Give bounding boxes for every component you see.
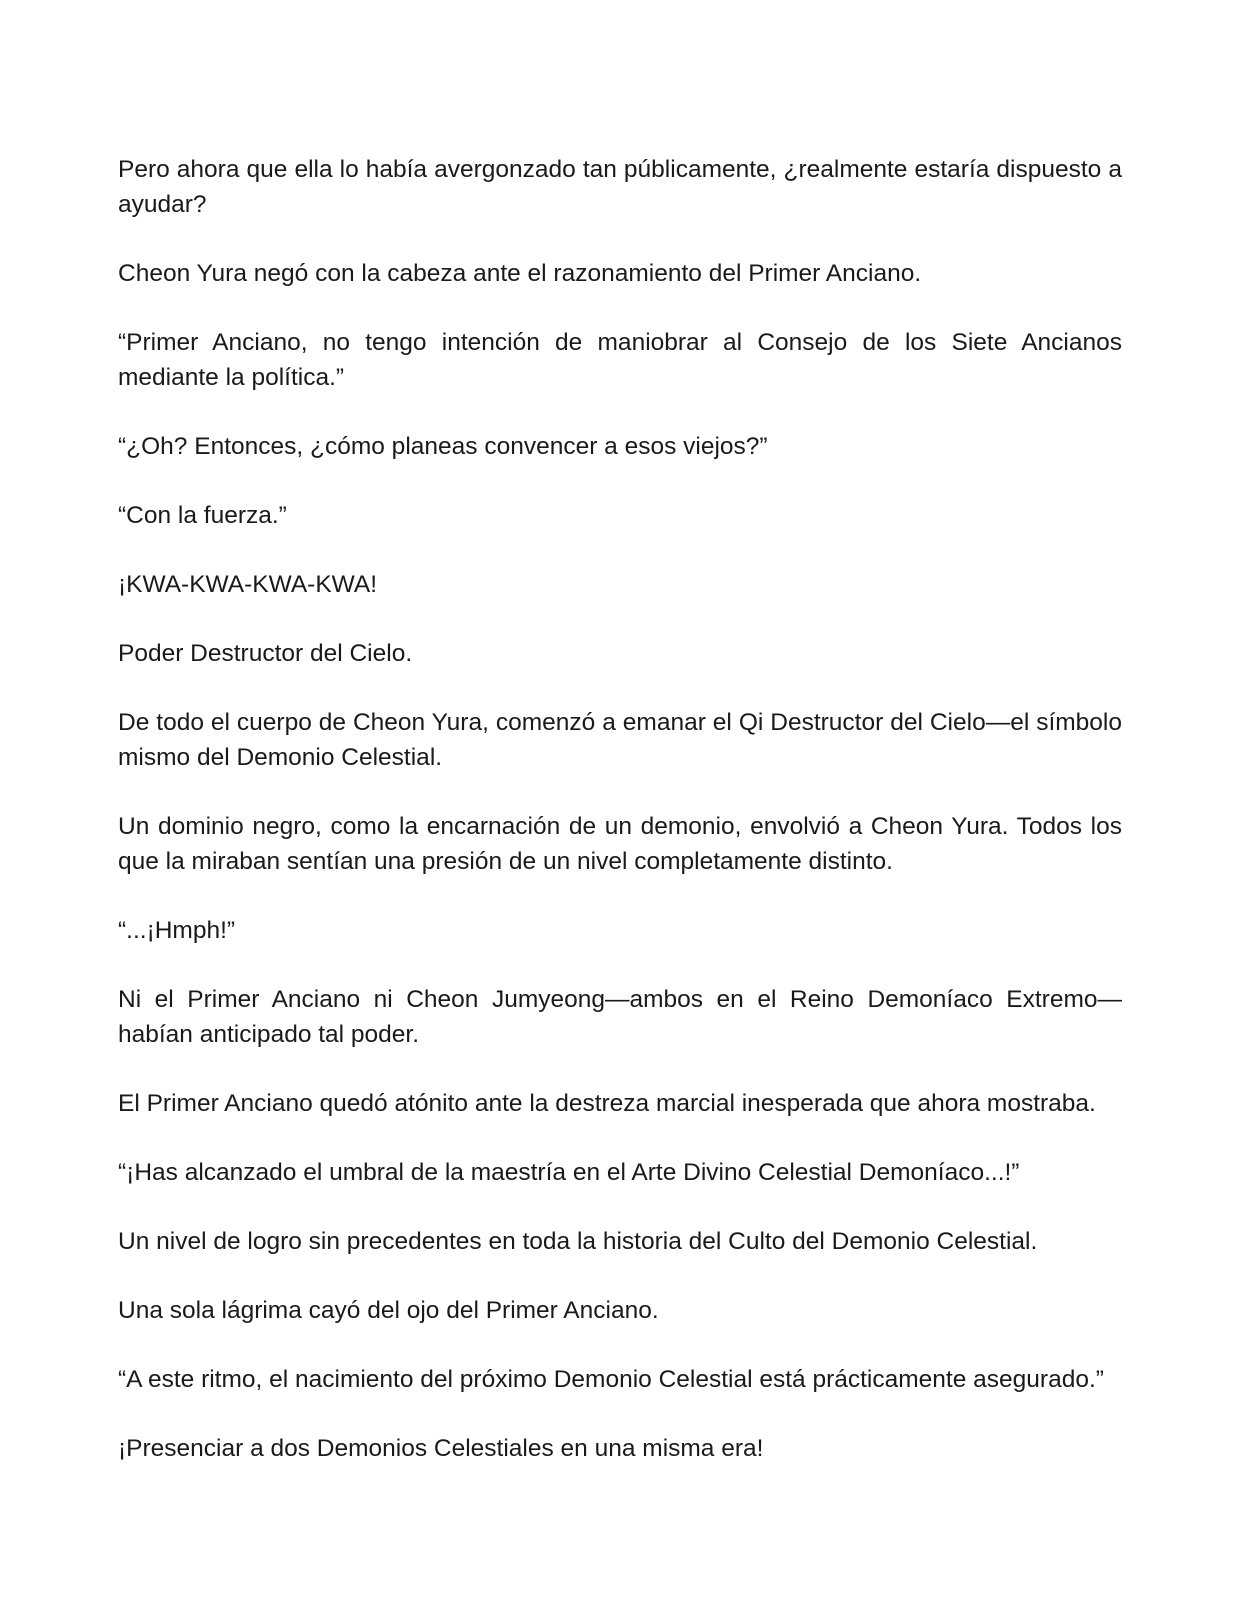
paragraph: Cheon Yura negó con la cabeza ante el razonamiento del Primer Anciano. — [118, 260, 922, 287]
paragraph: ¡KWA-KWA-KWA-KWA! — [118, 571, 378, 598]
paragraph: “¡Has alcanzado el umbral de la maestría en el Arte Divino Celestial Demoníaco...!” — [118, 1159, 1020, 1186]
paragraph: “Primer Anciano, no tengo intención de maniobrar al Consejo de los Siete Ancianos mediante la política.” — [118, 329, 1122, 391]
paragraph: “Con la fuerza.” — [118, 502, 287, 529]
paragraph: “...¡Hmph!” — [118, 917, 236, 944]
paragraph: ¡Presenciar a dos Demonios Celestiales en una misma era! — [118, 1435, 764, 1462]
paragraph: Un nivel de logro sin precedentes en toda la historia del Culto del Demonio Celestial. — [118, 1228, 1038, 1255]
document-body — [118, 152, 1122, 1466]
paragraph: “A este ritmo, el nacimiento del próximo Demonio Celestial está prácticamente asegurado.” — [118, 1366, 1104, 1393]
paragraph: Una sola lágrima cayó del ojo del Primer Anciano. — [118, 1297, 659, 1324]
paragraph: El Primer Anciano quedó atónito ante la destreza marcial inesperada que ahora mostraba. — [118, 1090, 1096, 1117]
paragraph: Pero ahora que ella lo había avergonzado tan públicamente, ¿realmente estaría dispuesto a ayudar? — [118, 156, 1122, 218]
paragraph: Un dominio negro, como la encarnación de un demonio, envolvió a Cheon Yura. Todos los que la miraban sentían una presión de un nivel completamente distinto. — [118, 813, 1122, 875]
paragraph: Poder Destructor del Cielo. — [118, 640, 413, 667]
paragraph: Ni el Primer Anciano ni Cheon Jumyeong—ambos en el Reino Demoníaco Extremo—habían anticipado tal poder. — [118, 986, 1122, 1048]
paragraph: De todo el cuerpo de Cheon Yura, comenzó a emanar el Qi Destructor del Cielo—el símbolo mismo del Demonio Celestial. — [118, 709, 1122, 771]
paragraph: “¿Oh? Entonces, ¿cómo planeas convencer a esos viejos?” — [118, 433, 768, 460]
